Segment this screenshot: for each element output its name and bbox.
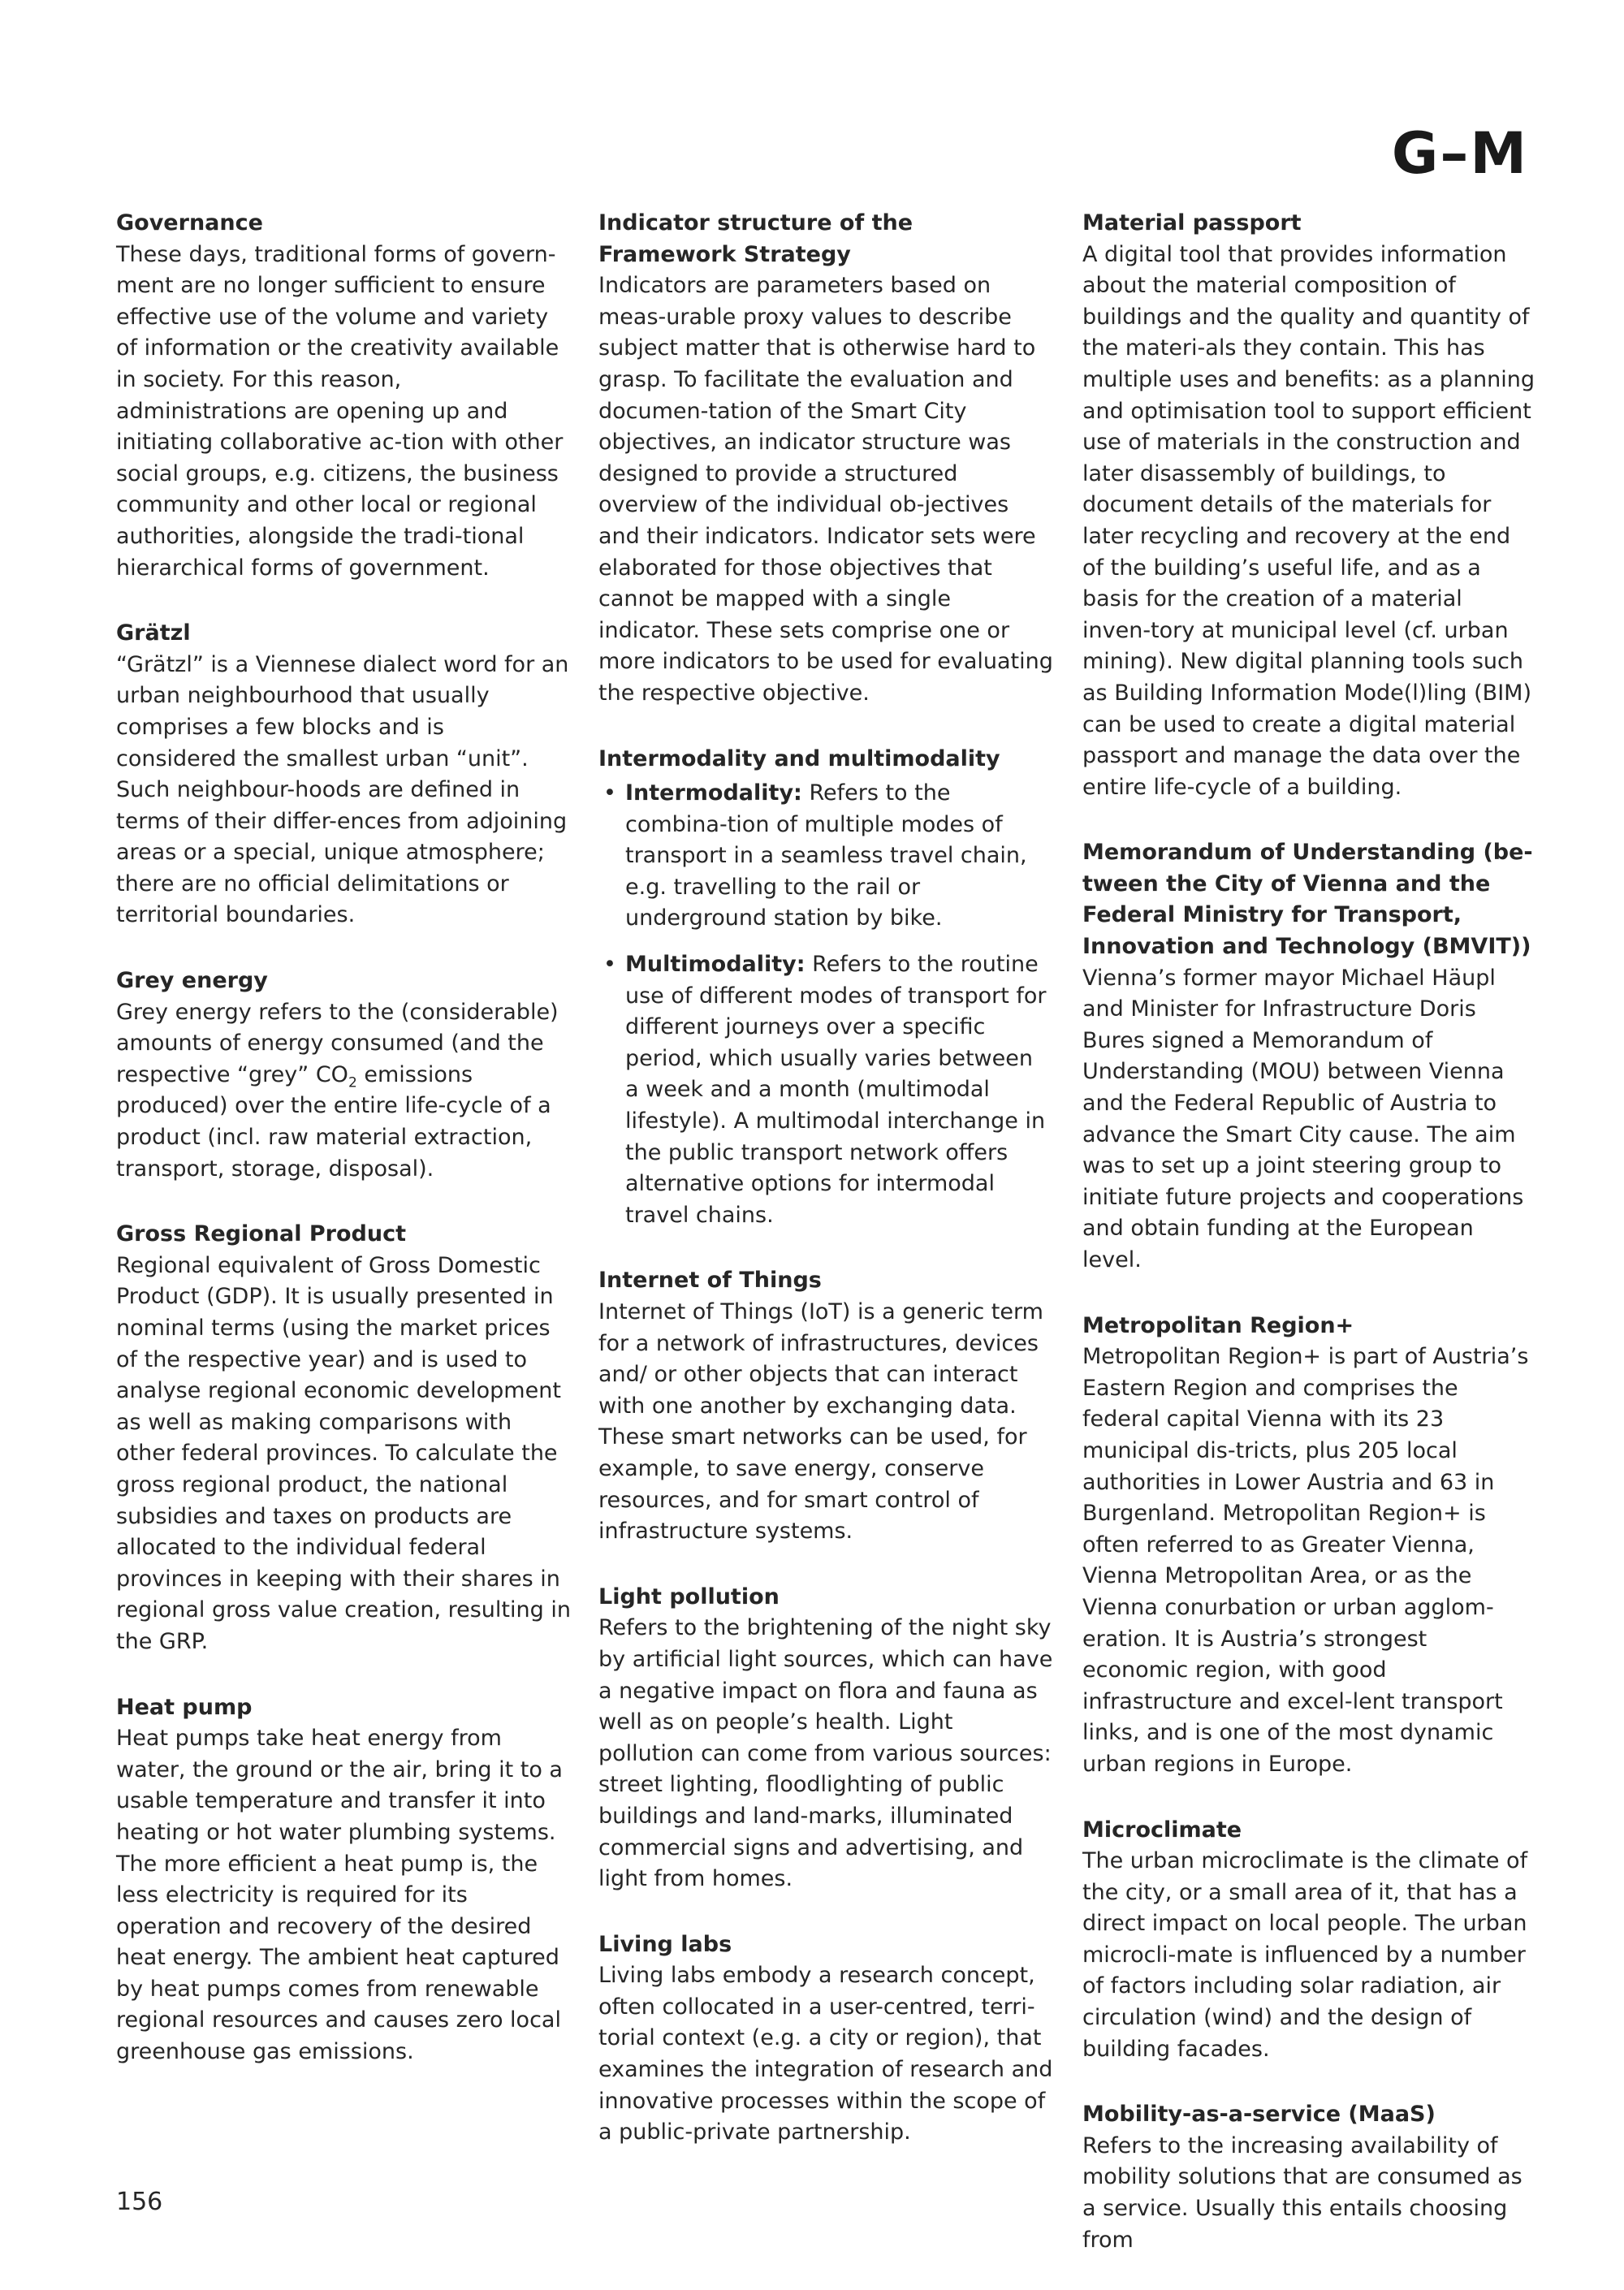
- entry-memorandum: [1082, 837, 1537, 1276]
- bullet-item: [598, 949, 1053, 1231]
- bullet-list: [598, 778, 1053, 1231]
- term-heading: Internet of Things: [598, 1268, 822, 1294]
- term-definition: The urban microclimate is the climate of the city, or a small area of it, that has a direct impact on local people. The urban microcli-mate is influenced by a number of factors including solar radiation, air circulation (wind) and the design of building facades.: [1082, 1848, 1528, 2062]
- entry-light-pollution: [598, 1582, 1053, 1895]
- term-heading: Material passport: [1082, 210, 1302, 235]
- term-definition: Living labs embody a research concept, often collocated in a user-centred, terri-torial context (e.g. a city or region), that examines the integration of research and innovative processes within the scope of a public-private partnership.: [598, 1963, 1053, 2145]
- term-definition: “Grätzl” is a Viennese dialect word for an urban neighbourhood that usually comprises a few blocks and is considered the smallest urban “unit”. Such neighbour-hoods are defined in terms of their differ-ences from adjoining areas or a special, unique atmosphere; there are no official delimitations or territorial boundaries.: [116, 651, 569, 928]
- bullet-item: [598, 778, 1053, 935]
- entry-material-passport: [1082, 208, 1537, 803]
- column-2: [598, 208, 1053, 2183]
- term-definition: Refers to the increasing availability of mobility solutions that are consumed as a service. Usually this entails choosing from: [1082, 2132, 1522, 2253]
- term-definition: [116, 997, 571, 1186]
- entry-living-labs: [598, 1929, 1053, 2149]
- bullet-term: Multimodality:: [625, 952, 806, 978]
- definition-part: emissions produced) over the entire life-cycle of a product (incl. raw material extraction, transport, storage, disposal).: [116, 1061, 551, 1182]
- entry-metropolitan-region: [1082, 1311, 1537, 1781]
- term-heading: Grey energy: [116, 968, 268, 994]
- entry-heat-pump: [116, 1692, 571, 2068]
- section-letter: G–M: [1391, 120, 1528, 187]
- entry-intermodality: [598, 744, 1053, 1232]
- entry-mobility-as-a-service: [1082, 2099, 1537, 2256]
- column-1: [116, 208, 571, 2102]
- term-definition: A digital tool that provides information about the material composition of buildings and the quality and quantity of the materi-als they contain. This has multiple uses and benefits: as a planning and optimisation tool to support efficient use of materials in the construction and later disassembly of buildings, to document details of the materials for later recycling and recovery at the end of the building’s useful life, and as a basis for the creation of a material inven-tory at municipal level (cf. urban mining). New digital planning tools such as Building Information Mode(l)ling (BIM) can be used to create a digital material passport and manage the data over the entire life-cycle of a building.: [1082, 241, 1535, 800]
- entry-governance: [116, 208, 571, 584]
- term-heading: Governance: [116, 210, 263, 235]
- entry-grey-energy: [116, 966, 571, 1185]
- term-heading: Heat pump: [116, 1694, 253, 1720]
- co2-subscript: 2: [348, 1074, 357, 1091]
- bullet-term: Intermodality:: [625, 780, 802, 806]
- term-definition: Refers to the brightening of the night sky by artificial light sources, which can have a negative impact on flora and fauna as well as on people’s health. Light pollution can come from various sources: street lighting, floodlighting of public buildings and land-marks, illuminated commercial signs and advertising, and light from homes.: [598, 1615, 1053, 1892]
- term-definition: Internet of Things (IoT) is a generic term for a network of infrastructures, devices and/ or other objects that can interact with one another by exchanging data. These smart networks can be used, for example, to save energy, conserve resources, and for smart control of infrastructure systems.: [598, 1299, 1043, 1545]
- term-definition: Metropolitan Region+ is part of Austria’s Eastern Region and comprises the federal capital Vienna with its 23 municipal dis-tricts, plus 205 local authorities in Lower Austria and 63 in Burgenland. Metropolitan Region+ is often referred to as Greater Vienna, Vienna Metropolitan Area, or as the Vienna conurbation or urban agglom-eration. It is Austria’s strongest economic region, with good infrastructure and excel-lent transport links, and is one of the most dynamic urban regions in Europe.: [1082, 1344, 1529, 1777]
- term-definition: Heat pumps take heat energy from water, the ground or the air, bring it to a usable temperature and transfer it into heating or hot water plumbing systems. The more efficient a heat pump is, the less electricity is required for its operation and recovery of the desired heat energy. The ambient heat captured by heat pumps comes from renewable regional resources and causes zero local greenhouse gas emissions.: [116, 1726, 563, 2065]
- entry-indicator-structure: [598, 208, 1053, 710]
- bullet-text: Refers to the combina-tion of multiple modes of transport in a seamless travel chain, e.g. travelling to the rail or underground station by bike.: [625, 780, 1027, 931]
- page-number: 156: [116, 2188, 163, 2216]
- column-3: [1082, 208, 1537, 2290]
- term-definition: Indicators are parameters based on meas-urable proxy values to describe subject matter that is otherwise hard to grasp. To facilitate the evaluation and documen-tation of the Smart City objectives, an indicator structure was designed to provide a structured overview of the individual ob-jectives and their indicators. Indicator sets were elaborated for those objectives that cannot be mapped with a single indicator. These sets comprise one or more indicators to be used for evaluating the respective objective.: [598, 273, 1053, 706]
- term-heading: Memorandum of Understanding (be-tween the City of Vienna and the Federal Ministry for Transport, Innovation and Technology (BMVIT)): [1082, 840, 1533, 960]
- term-heading: Microclimate: [1082, 1817, 1242, 1843]
- term-heading: Mobility-as-a-service (MaaS): [1082, 2102, 1436, 2128]
- term-heading: Gross Regional Product: [116, 1221, 407, 1247]
- term-heading: Indicator structure of the Framework Strategy: [598, 210, 914, 267]
- term-definition: These days, traditional forms of govern-ment are no longer sufficient to ensure effective use of the volume and variety of information or the creativity available in society. For this reason, administrations are opening up and initiating collaborative ac-tion with other social groups, e.g. citizens, the business community and other local or regional authorities, alongside the tradi-tional hierarchical forms of government.: [116, 241, 564, 581]
- term-heading: Grätzl: [116, 620, 191, 646]
- term-heading: Light pollution: [598, 1584, 780, 1609]
- term-heading: Metropolitan Region+: [1082, 1312, 1354, 1338]
- entry-microclimate: [1082, 1815, 1537, 2066]
- term-heading: Living labs: [598, 1931, 732, 1957]
- bullet-text: Refers to the routine use of different modes of transport for different journeys over a specific period, which usually varies between a week and a month (multimodal lifestyle). A multimodal interchange in the public transport network offers alternative options for intermodal travel chains.: [625, 952, 1047, 1228]
- entry-gross-regional-product: [116, 1219, 571, 1657]
- entry-graetzl: [116, 618, 571, 931]
- definition-part: Grey energy refers to the (considerable) amounts of energy consumed (and the respective “grey” CO: [116, 999, 559, 1087]
- term-definition: Vienna’s former mayor Michael Häupl and Minister for Infrastructure Doris Bures signed a Memorandum of Understanding (MOU) between Vienna and the Federal Republic of Austria to advance the Smart City cause. The aim was to set up a joint steering group to initiate future projects and cooperations and obtain funding at the European level.: [1082, 965, 1524, 1272]
- entry-internet-of-things: [598, 1265, 1053, 1547]
- term-definition: Regional equivalent of Gross Domestic Product (GDP). It is usually presented in nominal terms (using the market prices of the respective year) and is used to analyse regional economic development as well as making comparisons with other federal provinces. To calculate the gross regional product, the national subsidies and taxes on products are allocated to the individual federal provinces in keeping with their shares in regional gross value creation, resulting in the GRP.: [116, 1252, 571, 1654]
- term-heading: Intermodality and multimodality: [598, 745, 1000, 771]
